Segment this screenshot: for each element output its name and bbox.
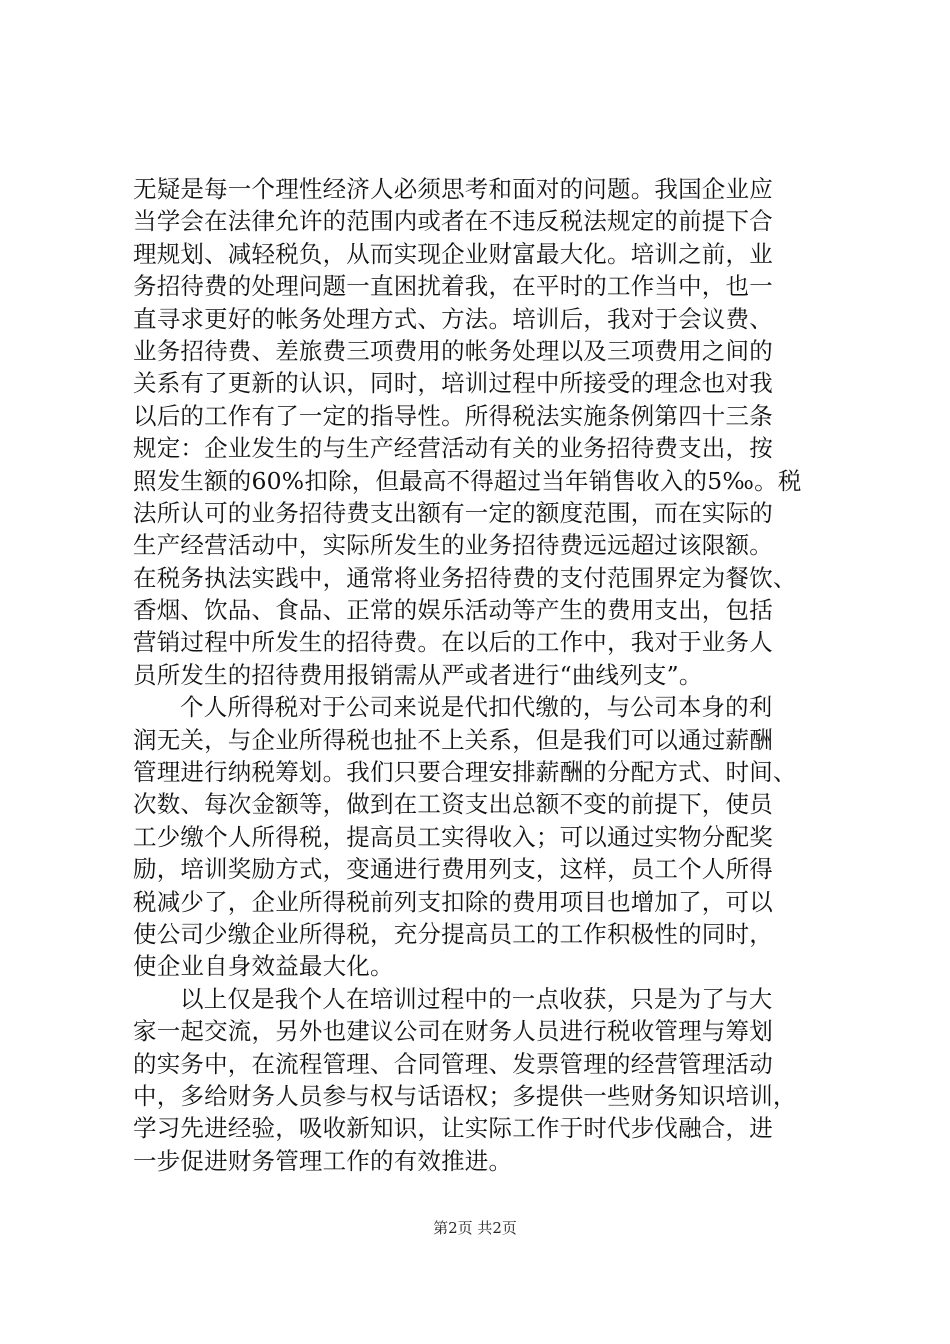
text-line: 理规划、减轻税负，从而实现企业财富最大化。培训之前，业	[133, 239, 773, 268]
document-body	[133, 173, 833, 1177]
paragraph-3	[133, 983, 833, 1177]
text-line: 以上仅是我个人在培训过程中的一点收获，只是为了与大	[180, 984, 773, 1013]
text-line: 法所认可的业务招待费支出额有一定的额度范围，而在实际的	[133, 498, 773, 527]
text-line: 务招待费的处理问题一直困扰着我，在平时的工作当中，也一	[133, 272, 773, 301]
text-line: 励，培训奖励方式，变通进行费用列支，这样，员工个人所得	[133, 855, 773, 884]
text-line: 当学会在法律允许的范围内或者在不违反税法规定的前提下合	[133, 207, 773, 236]
text-line: 个人所得税对于公司来说是代扣代缴的，与公司本身的利	[180, 693, 773, 722]
text-line: 营销过程中所发生的招待费。在以后的工作中，我对于业务人	[133, 628, 773, 657]
paragraph-1	[133, 173, 833, 691]
text-line: 使企业自身效益最大化。	[133, 952, 394, 981]
text-line: 规定：企业发生的与生产经营活动有关的业务招待费支出，按	[133, 434, 773, 463]
text-line: 直寻求更好的帐务处理方式、方法。培训后，我对于会议费、	[133, 304, 773, 333]
text-line: 业务招待费、差旅费三项费用的帐务处理以及三项费用之间的	[133, 336, 773, 365]
text-line: 税减少了，企业所得税前列支扣除的费用项目也增加了，可以	[133, 887, 773, 916]
text-line: 的实务中，在流程管理、合同管理、发票管理的经营管理活动	[133, 1049, 773, 1078]
text-line: 生产经营活动中，实际所发生的业务招待费远远超过该限额。	[133, 531, 773, 560]
text-line: 学习先进经验，吸收新知识，让实际工作于时代步伐融合，进	[133, 1114, 773, 1143]
text-line: 照发生额的60%扣除，但最高不得超过当年销售收入的5‰。税	[133, 466, 802, 495]
text-line: 家一起交流，另外也建议公司在财务人员进行税收管理与筹划	[133, 1017, 773, 1046]
text-line: 润无关，与企业所得税也扯不上关系，但是我们可以通过薪酬	[133, 725, 773, 754]
text-line: 中，多给财务人员参与权与话语权；多提供一些财务知识培训，	[133, 1081, 797, 1110]
text-line: 使公司少缴企业所得税，充分提高员工的工作积极性的同时，	[133, 919, 773, 948]
text-line: 管理进行纳税筹划。我们只要合理安排薪酬的分配方式、时间、	[133, 758, 797, 787]
text-line: 香烟、饮品、食品、正常的娱乐活动等产生的费用支出，包括	[133, 596, 773, 625]
text-line: 工少缴个人所得税，提高员工实得收入；可以通过实物分配奖	[133, 822, 773, 851]
text-line: 员所发生的招待费用报销需从严或者进行“曲线列支”。	[133, 660, 703, 689]
page-number-label: 第2页 共2页	[433, 1219, 517, 1237]
text-line: 关系有了更新的认识，同时，培训过程中所接受的理念也对我	[133, 369, 773, 398]
page-footer	[0, 1217, 950, 1238]
text-line: 一步促进财务管理工作的有效推进。	[133, 1146, 513, 1175]
text-line: 次数、每次金额等，做到在工资支出总额不变的前提下，使员	[133, 790, 773, 819]
text-line: 在税务执法实践中，通常将业务招待费的支付范围界定为餐饮、	[133, 563, 797, 592]
text-line: 以后的工作有了一定的指导性。所得税法实施条例第四十三条	[133, 401, 773, 430]
paragraph-2	[133, 691, 833, 983]
text-line: 无疑是每一个理性经济人必须思考和面对的问题。我国企业应	[133, 175, 773, 203]
